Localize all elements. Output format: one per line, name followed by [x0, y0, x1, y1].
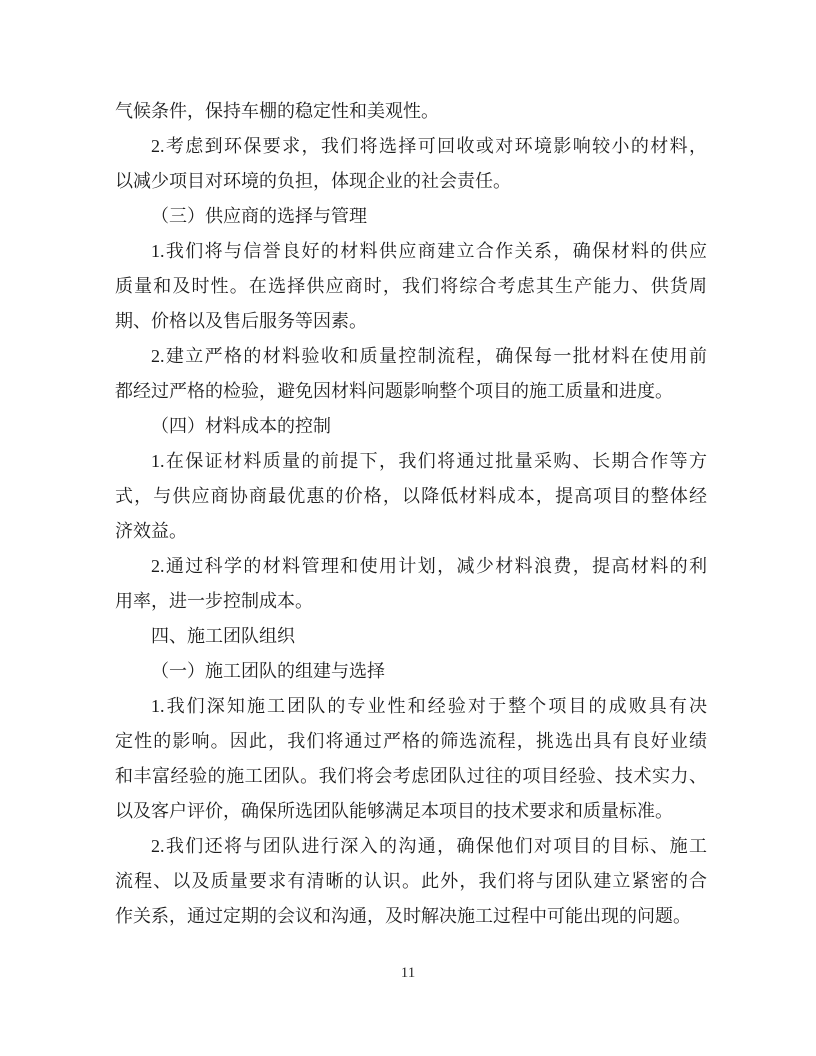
body-text-line: 和丰富经验的施工团队。我们将会考虑团队过往的项目经验、技术实力、 — [115, 766, 707, 786]
heading-line: （一）施工团队的组建与选择 — [151, 661, 385, 681]
body-text-line: 2.考虑到环保要求，我们将选择可回收或对环境影响较小的材料， — [151, 136, 707, 156]
heading-line: （三）供应商的选择与管理 — [151, 206, 367, 226]
body-text-line: 2.建立严格的材料验收和质量控制流程，确保每一批材料在使用前 — [151, 346, 707, 366]
body-text-line: 期、价格以及售后服务等因素。 — [115, 311, 367, 331]
page-number: 11 — [400, 965, 416, 981]
body-text-line: 2.我们还将与团队进行深入的沟通，确保他们对项目的目标、施工 — [151, 836, 707, 856]
heading-line: 四、施工团队组织 — [151, 626, 295, 646]
body-text-line: 用率，进一步控制成本。 — [115, 591, 313, 611]
body-text-line: 以减少项目对环境的负担，体现企业的社会责任。 — [115, 171, 511, 191]
body-text-line: 都经过严格的检验，避免因材料问题影响整个项目的施工质量和进度。 — [115, 381, 673, 401]
body-text-line: 流程、以及质量要求有清晰的认识。此外，我们将与团队建立紧密的合 — [115, 871, 707, 891]
document-body — [115, 94, 707, 934]
body-text-line: 以及客户评价，确保所选团队能够满足本项目的技术要求和质量标准。 — [115, 801, 673, 821]
body-text-line: 1.我们将与信誉良好的材料供应商建立合作关系，确保材料的供应 — [151, 241, 707, 261]
body-text-line: 1.在保证材料质量的前提下，我们将通过批量采购、长期合作等方 — [151, 451, 707, 471]
body-text-line: 作关系，通过定期的会议和沟通，及时解决施工过程中可能出现的问题。 — [115, 906, 691, 926]
body-text-line: 式，与供应商协商最优惠的价格，以降低材料成本，提高项目的整体经 — [115, 486, 707, 506]
heading-line: （四）材料成本的控制 — [151, 416, 331, 436]
body-text-line: 济效益。 — [115, 521, 187, 541]
body-text-line: 定性的影响。因此，我们将通过严格的筛选流程，挑选出具有良好业绩 — [115, 731, 707, 751]
body-text-line: 2.通过科学的材料管理和使用计划，减少材料浪费，提高材料的利 — [151, 556, 707, 576]
body-text-line: 气候条件，保持车棚的稳定性和美观性。 — [115, 101, 439, 121]
body-text-line: 质量和及时性。在选择供应商时，我们将综合考虑其生产能力、供货周 — [115, 276, 707, 296]
body-text-line: 1.我们深知施工团队的专业性和经验对于整个项目的成败具有决 — [151, 696, 707, 716]
page-footer — [0, 964, 816, 982]
